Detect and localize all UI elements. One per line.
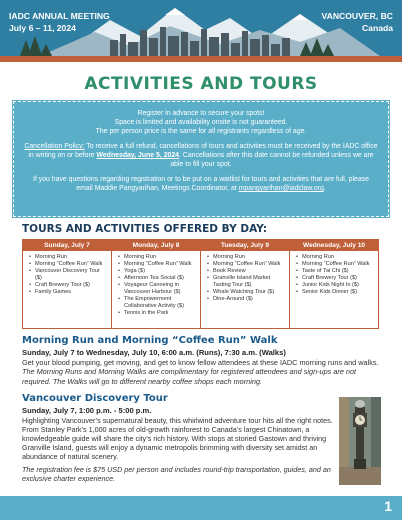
list-item: • Morning Run	[118, 254, 197, 261]
list-item: • Morning Run	[296, 254, 375, 261]
info-intro	[24, 109, 378, 136]
list-item: • Afternoon Tea Social ($)	[118, 275, 197, 282]
meeting-name	[9, 10, 110, 34]
page-title: ACTIVITIES AND TOURS	[84, 74, 318, 94]
header-accent-band	[0, 56, 402, 62]
contact-email-link[interactable]: mpangyarihan@iadclaw.org	[238, 185, 324, 192]
list-item: • Tennis in the Park	[118, 310, 197, 317]
list-item: • Morning “Coffee Run” Walk	[207, 261, 286, 268]
cancellation-text-1: To receive a full refund, cancellations of tours and activities must be received by the IADC office in writing on or before	[28, 143, 378, 159]
steam-clock-illustration	[339, 397, 381, 485]
page-footer	[0, 496, 402, 520]
meeting-title: IADC ANNUAL MEETING	[9, 11, 110, 21]
vancouver-tour-description: Highlighting Vancouver’s supernatural beauty, this whirlwind adventure tour hits all the right notes. From Stanley Park’s 1,000 acres of old-growth rainforest to Canada’s largest Chinatown, a knowledgeable guide will share the city’s rich history. With stops at storied Gastown and thriving Granville Island, guests will enjoy a dynamic metropolis brimming with diversity set amidst an abundance of natural scenery.	[22, 416, 333, 462]
activity-list	[290, 251, 378, 296]
day-header: Sunday, July 7	[23, 240, 111, 251]
cancellation-label: Cancellation Policy:	[24, 143, 85, 150]
tours-column-wednesday	[290, 240, 378, 328]
meeting-dates: July 6 – 11, 2024	[9, 23, 76, 33]
list-item: • Craft Brewery Tour ($)	[29, 282, 108, 289]
contact-end: .	[323, 185, 326, 192]
tours-column-sunday	[23, 240, 112, 328]
list-item: • Vancouver Discovery Tour ($)	[29, 268, 108, 282]
activity-list	[23, 251, 111, 296]
registration-info-box	[13, 101, 389, 217]
day-header: Tuesday, July 9	[201, 240, 289, 251]
list-item: • Yoga ($)	[118, 268, 197, 275]
tours-column-monday	[112, 240, 201, 328]
info-line-3: The per person price is the same for all registrants regardless of age.	[95, 128, 307, 135]
list-item: • Book Review	[207, 268, 286, 275]
morning-run-date: Sunday, July 7 to Wednesday, July 10, 6:00 a.m. (Runs), 7:30 a.m. (Walks)	[22, 348, 286, 357]
cancellation-text-2: . Cancellations after this date cannot be refunded unless we are able to fill your spot.	[170, 152, 374, 168]
morning-run-text: Get your blood pumping, get moving, and get to know fellow attendees at these IADC morning runs and walks.	[22, 358, 379, 367]
list-item: • Craft Brewery Tour ($)	[296, 275, 375, 282]
list-item: • Voyageur Canoeing in Vancouver Harbour ($)	[118, 282, 197, 296]
gastown-steam-clock-photo	[339, 397, 381, 485]
morning-run-description	[22, 358, 380, 386]
list-item: • Dine-Around ($)	[207, 296, 286, 303]
activity-list	[112, 251, 200, 317]
morning-run-note: The Morning Runs and Morning Walks are complimentary for registered attendees and sign-ups are not required. The Walks will go to different nearby coffee shops each morning.	[22, 367, 357, 386]
vancouver-tour-date: Sunday, July 7, 1:00 p.m. - 5:00 p.m.	[22, 406, 152, 415]
page-header	[0, 0, 402, 60]
location-country: Canada	[361, 23, 393, 33]
cancellation-policy	[24, 142, 378, 169]
tours-column-tuesday	[201, 240, 290, 328]
page-number: 1	[384, 498, 392, 514]
vancouver-tour-heading: Vancouver Discovery Tour	[22, 393, 168, 404]
info-line-1: Register in advance to secure your spots!	[137, 110, 265, 117]
list-item: • Whale Watching Tour ($)	[207, 289, 286, 296]
vancouver-tour-fee: The registration fee is $75 USD per person and includes round-trip transportation, guides, and an exclusive charter experience.	[22, 465, 331, 484]
list-item: • The Empowerment Collaborative Activity ($)	[118, 296, 197, 310]
cancellation-date: Wednesday, June 5, 2024	[96, 152, 180, 159]
meeting-location	[322, 10, 393, 34]
contact-info	[24, 175, 378, 193]
contact-text: If you have questions regarding registration or to be put on a waitlist for tours and activities that are full, please email Maddie Pangyarihan, Meetings Coordinator, at	[33, 176, 369, 192]
location-city: VANCOUVER, BC	[321, 11, 393, 21]
list-item: • Morning “Coffee Run” Walk	[29, 261, 108, 268]
list-item: • Morning Run	[29, 254, 108, 261]
list-item: • Senior Kids Dinner ($)	[296, 289, 375, 296]
activity-list	[201, 251, 289, 303]
info-line-2: Space is limited and availability onsite is not guaranteed.	[114, 119, 288, 126]
list-item: • Morning “Coffee Run” Walk	[296, 261, 375, 268]
day-header: Monday, July 8	[112, 240, 200, 251]
morning-run-heading: Morning Run and Morning “Coffee Run” Walk	[22, 335, 278, 346]
list-item: • Morning “Coffee Run” Walk	[118, 261, 197, 268]
list-item: • Taste of Tai Chi ($)	[296, 268, 375, 275]
list-item: • Family Games	[29, 289, 108, 296]
tours-section-title: TOURS AND ACTIVITIES OFFERED BY DAY:	[22, 223, 268, 235]
list-item: • Junior Kids Night In ($)	[296, 282, 375, 289]
day-header: Wednesday, July 10	[290, 240, 378, 251]
list-item: • Granville Island Market Tasting Tour ($)	[207, 275, 286, 289]
list-item: • Morning Run	[207, 254, 286, 261]
tours-by-day-table	[22, 239, 379, 329]
